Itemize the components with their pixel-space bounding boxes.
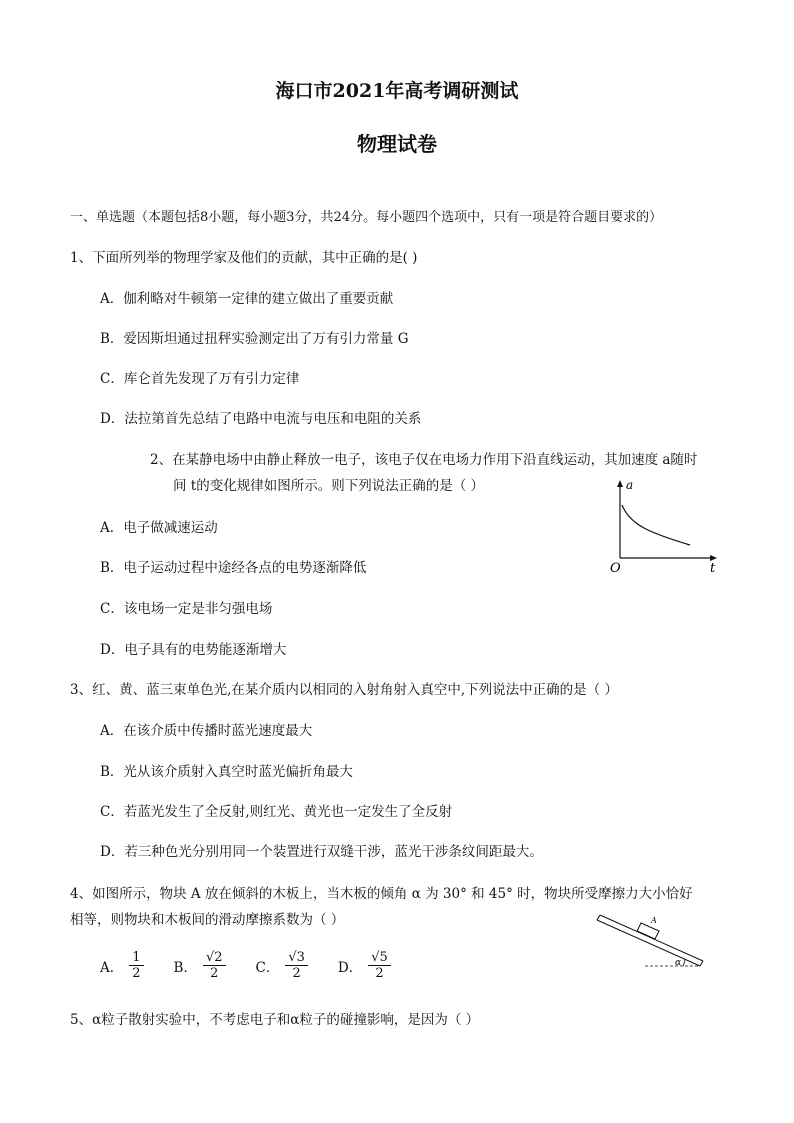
q1-stem: 1、下面所列举的物理学家及他们的贡献，其中正确的是( ) xyxy=(70,250,418,266)
q2-option-b: B．电子运动过程中途经各点的电势逐渐降低 xyxy=(100,560,367,576)
q3-option-d: D．若三种色光分别用同一个装置进行双缝干涉，蓝光干涉条纹间距最大。 xyxy=(100,844,543,860)
q2-option-a: A．电子做减速运动 xyxy=(100,520,218,536)
q1-option-c: C．库仑首先发现了万有引力定律 xyxy=(100,371,300,387)
q5-stem: 5、α粒子散射实验中，不考虑电子和α粒子的碰撞影响，是因为（ ） xyxy=(70,1012,480,1028)
q4-angle-label: α xyxy=(675,958,682,968)
q4-choice-d: D． $\frac{√5}{2}$ xyxy=(338,950,391,981)
q1-option-a: A．伽利略对牛顿第一定律的建立做出了重要贡献 xyxy=(100,291,394,307)
q2-graph xyxy=(600,475,730,580)
q4-incline-figure xyxy=(595,908,715,970)
q4-stem-line2: 相等，则物块和木板间的滑动摩擦系数为（ ） xyxy=(70,912,345,928)
q4-choice-c: C． $\frac{√3}{2}$ xyxy=(256,950,308,981)
q4-block-label: A xyxy=(651,916,657,925)
page-subtitle: 物理试卷 xyxy=(357,132,437,156)
q2-option-c: C．该电场一定是非匀强电场 xyxy=(100,601,273,617)
q3-option-a: A．在该介质中传播时蓝光速度最大 xyxy=(100,723,313,739)
q3-option-c: C．若蓝光发生了全反射,则红光、黄光也一定发生了全反射 xyxy=(100,804,453,820)
q4-choices xyxy=(100,950,391,981)
q3-stem: 3、红、黄、蓝三束单色光,在某介质内以相同的入射角射入真空中,下列说法中正确的是（ ） xyxy=(70,682,618,698)
page-title: 海口市2021年高考调研测试 xyxy=(275,80,519,102)
q2-stem-line2: 间 t的变化规律如图所示。则下列说法正确的是（ ） xyxy=(173,478,485,494)
q1-option-b: B．爱因斯坦通过扭秤实验测定出了万有引力常量 G xyxy=(100,331,409,347)
q2-stem-line1: 2、在某静电场中由静止释放一电子，该电子仅在电场力作用下沿直线运动，其加速度 a随时 xyxy=(150,452,698,468)
q4-choice-b: B． $\frac{√2}{2}$ xyxy=(174,950,226,981)
q1-option-d: D．法拉第首先总结了电路中电流与电压和电阻的关系 xyxy=(100,411,422,427)
q3-option-b: B．光从该介质射入真空时蓝光偏折角最大 xyxy=(100,764,353,780)
q2-option-d: D．电子具有的电势能逐渐增大 xyxy=(100,642,287,658)
section-heading: 一、单选题（本题包括8小题，每小题3分，共24分。每小题四个选项中，只有一项是符合题目要求的） xyxy=(70,210,663,225)
q4-stem-line1: 4、如图所示，物块 A 放在倾斜的木板上，当木板的倾角 α 为 30° 和 45° 时，物块所受摩擦力大小恰好 xyxy=(70,886,693,902)
q2-graph-x-label: t xyxy=(710,561,716,576)
q2-graph-y-label: a xyxy=(626,478,634,492)
q2-graph-origin: O xyxy=(610,561,621,576)
q4-choice-a: A． $\frac{1}{2}$ xyxy=(100,950,144,981)
